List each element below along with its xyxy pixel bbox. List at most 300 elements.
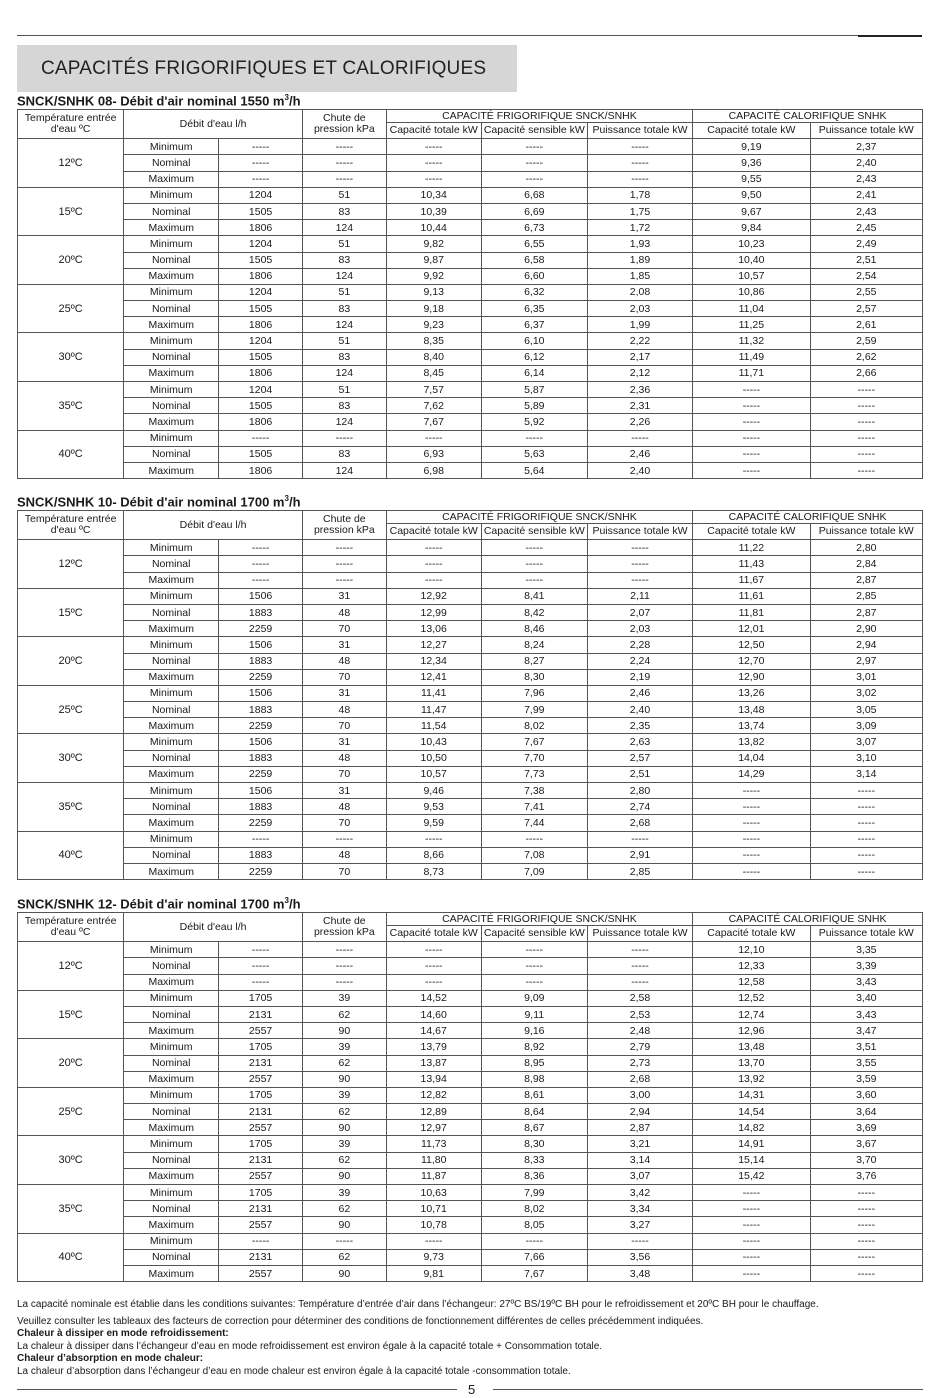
header-debit: Débit d'eau l/h <box>124 110 303 139</box>
table-cell: 3,69 <box>810 1120 922 1136</box>
table-cell: 10,71 <box>386 1201 481 1217</box>
table-cell: 51 <box>302 187 386 203</box>
table-cell: 2259 <box>219 766 303 782</box>
table-cell: Minimum <box>124 1233 219 1249</box>
header-frigorifique: CAPACITÉ FRIGORIFIQUE SNCK/SNHK <box>386 511 692 524</box>
header-calorifique: CAPACITÉ CALORIFIQUE SNHK <box>693 511 923 524</box>
table-row <box>18 171 923 187</box>
table-cell: 10,50 <box>386 750 481 766</box>
table-row <box>18 588 923 604</box>
table-cell: 2,91 <box>587 847 692 863</box>
table-cell: 31 <box>302 637 386 653</box>
table-cell: 70 <box>302 863 386 879</box>
table-cell: 2,85 <box>810 588 922 604</box>
table-row <box>18 1217 923 1233</box>
table-row <box>18 301 923 317</box>
table-cell: Nominal <box>124 1104 219 1120</box>
table-cell: ----- <box>219 1233 303 1249</box>
table-cell: ----- <box>693 430 810 446</box>
table-row <box>18 139 923 155</box>
table-cell: 2,46 <box>587 446 692 462</box>
section-title <box>17 896 301 911</box>
table-cell: Maximum <box>124 766 219 782</box>
table-cell: 13,48 <box>693 1039 810 1055</box>
table-row <box>18 942 923 958</box>
table-cell: 8,61 <box>481 1087 587 1103</box>
table-cell: 13,79 <box>386 1039 481 1055</box>
header-debit: Débit d'eau l/h <box>124 913 303 942</box>
table-cell: ----- <box>302 540 386 556</box>
table-cell: 31 <box>302 685 386 701</box>
table-cell: 2,58 <box>587 990 692 1006</box>
table-cell: 2,26 <box>587 414 692 430</box>
table-cell: ----- <box>302 974 386 990</box>
table-cell: 12,01 <box>693 621 810 637</box>
table-cell: 70 <box>302 766 386 782</box>
table-cell: 11,49 <box>693 349 810 365</box>
footnote-heading-cooling: Chaleur à dissiper en mode refroidissement: <box>17 1328 229 1339</box>
table-cell: ----- <box>481 430 587 446</box>
header-puissance-totale: Puissance totale kW <box>587 123 692 139</box>
table-row <box>18 1006 923 1022</box>
table-cell: 13,74 <box>693 718 810 734</box>
table-cell: 7,44 <box>481 815 587 831</box>
table-cell: 11,47 <box>386 702 481 718</box>
table-cell: ----- <box>386 171 481 187</box>
header-temperature: Température entrée d'eau ºC <box>18 511 124 540</box>
table-cell: 1506 <box>219 734 303 750</box>
table-cell: ----- <box>693 831 810 847</box>
section-title <box>17 93 301 108</box>
temperature-cell: 20ºC <box>18 236 124 285</box>
table-cell: Minimum <box>124 284 219 300</box>
table-cell: 1806 <box>219 268 303 284</box>
table-cell: Minimum <box>124 540 219 556</box>
table-cell: 1204 <box>219 284 303 300</box>
table-cell: 83 <box>302 203 386 219</box>
table-cell: 1883 <box>219 653 303 669</box>
table-cell: 10,57 <box>693 268 810 284</box>
table-cell: 2,43 <box>810 171 922 187</box>
table-row <box>18 1265 923 1281</box>
table-cell: 2,53 <box>587 1006 692 1022</box>
table-cell: ----- <box>302 958 386 974</box>
table-cell: Maximum <box>124 1120 219 1136</box>
table-cell: Minimum <box>124 236 219 252</box>
table-cell: 2,08 <box>587 284 692 300</box>
table-cell: 9,23 <box>386 317 481 333</box>
table-cell: ----- <box>693 1201 810 1217</box>
table-row <box>18 446 923 462</box>
table-cell: 90 <box>302 1168 386 1184</box>
table-cell: 12,97 <box>386 1120 481 1136</box>
table-cell: 6,69 <box>481 203 587 219</box>
table-cell: 1505 <box>219 349 303 365</box>
page-number: 5 <box>468 1382 476 1397</box>
capacity-table <box>17 510 923 880</box>
table-cell: 6,35 <box>481 301 587 317</box>
table-row <box>18 766 923 782</box>
table-cell: ----- <box>810 1185 922 1201</box>
footnote-correction-factors: Veuillez consulter les tableaux des facteurs de correction pour déterminer des conditions de fonctionnement différentes de celles précédemment indiquées. <box>17 1315 704 1327</box>
table-cell: ----- <box>810 430 922 446</box>
table-cell: 2,24 <box>587 653 692 669</box>
table-cell: ----- <box>587 155 692 171</box>
table-cell: Nominal <box>124 1152 219 1168</box>
table-cell: 2,51 <box>587 766 692 782</box>
table-cell: ----- <box>810 414 922 430</box>
table-cell: 3,43 <box>810 974 922 990</box>
header-frigorifique: CAPACITÉ FRIGORIFIQUE SNCK/SNHK <box>386 913 692 926</box>
table-cell: 2131 <box>219 1006 303 1022</box>
table-cell: 12,33 <box>693 958 810 974</box>
table-cell: 11,71 <box>693 365 810 381</box>
table-cell: 124 <box>302 268 386 284</box>
table-cell: 2131 <box>219 1201 303 1217</box>
table-cell: 3,55 <box>810 1055 922 1071</box>
table-cell: 9,73 <box>386 1249 481 1265</box>
table-cell: 8,92 <box>481 1039 587 1055</box>
table-cell: 10,86 <box>693 284 810 300</box>
table-cell: 39 <box>302 1136 386 1152</box>
table-cell: 2,94 <box>587 1104 692 1120</box>
header-chute: Chute de pression kPa <box>302 110 386 139</box>
header-cal-puissance-totale: Puissance totale kW <box>810 926 922 942</box>
table-cell: ----- <box>693 382 810 398</box>
table-cell: 12,41 <box>386 669 481 685</box>
table-cell: 8,30 <box>481 669 587 685</box>
table-row <box>18 863 923 879</box>
table-row <box>18 414 923 430</box>
header-puissance-totale: Puissance totale kW <box>587 926 692 942</box>
table-cell: 62 <box>302 1201 386 1217</box>
table-cell: 1204 <box>219 333 303 349</box>
table-cell: 2,57 <box>810 301 922 317</box>
table-cell: ----- <box>302 572 386 588</box>
table-cell: ----- <box>693 1233 810 1249</box>
table-cell: Minimum <box>124 139 219 155</box>
table-cell: 2,97 <box>810 653 922 669</box>
table-cell: Minimum <box>124 1039 219 1055</box>
table-cell: 3,00 <box>587 1087 692 1103</box>
temperature-cell: 15ºC <box>18 588 124 637</box>
table-cell: ----- <box>693 1185 810 1201</box>
table-cell: 7,41 <box>481 799 587 815</box>
table-cell: 3,56 <box>587 1249 692 1265</box>
header-temperature: Température entrée d'eau ºC <box>18 913 124 942</box>
table-cell: 14,52 <box>386 990 481 1006</box>
table-cell: 15,42 <box>693 1168 810 1184</box>
table-cell: Maximum <box>124 171 219 187</box>
section-title-text: SNCK/SNHK 12- Débit d'air nominal 1700 m <box>17 896 285 912</box>
table-cell: 6,58 <box>481 252 587 268</box>
table-cell: 6,55 <box>481 236 587 252</box>
table-cell: 11,61 <box>693 588 810 604</box>
table-cell: Maximum <box>124 462 219 478</box>
table-cell: 12,92 <box>386 588 481 604</box>
table-cell: Maximum <box>124 1071 219 1087</box>
table-cell: 6,32 <box>481 284 587 300</box>
table-cell: 39 <box>302 1087 386 1103</box>
table-cell: 12,50 <box>693 637 810 653</box>
table-cell: 1505 <box>219 446 303 462</box>
table-cell: 6,14 <box>481 365 587 381</box>
table-cell: 13,82 <box>693 734 810 750</box>
header-cap-totale: Capacité totale kW <box>386 926 481 942</box>
table-cell: 48 <box>302 653 386 669</box>
table-cell: 2131 <box>219 1249 303 1265</box>
table-cell: ----- <box>587 831 692 847</box>
section-title <box>17 494 301 509</box>
table-cell: 1505 <box>219 301 303 317</box>
table-cell: ----- <box>219 171 303 187</box>
table-cell: 9,87 <box>386 252 481 268</box>
table-cell: 2,87 <box>810 572 922 588</box>
table-cell: 7,67 <box>481 1265 587 1281</box>
table-cell: 3,42 <box>587 1185 692 1201</box>
table-cell: 124 <box>302 317 386 333</box>
table-cell: 1505 <box>219 398 303 414</box>
table-cell: ----- <box>693 863 810 879</box>
header-cal-puissance-totale: Puissance totale kW <box>810 524 922 540</box>
table-cell: 1806 <box>219 365 303 381</box>
temperature-cell: 40ºC <box>18 1233 124 1282</box>
table-cell: 11,25 <box>693 317 810 333</box>
table-cell: 6,98 <box>386 462 481 478</box>
table-cell: Maximum <box>124 718 219 734</box>
table-cell: ----- <box>587 540 692 556</box>
table-cell: 62 <box>302 1006 386 1022</box>
table-cell: 9,16 <box>481 1023 587 1039</box>
bottom-rule-right <box>493 1389 923 1390</box>
table-cell: ----- <box>481 1233 587 1249</box>
table-cell: 83 <box>302 446 386 462</box>
table-cell: ----- <box>302 942 386 958</box>
table-cell: Minimum <box>124 588 219 604</box>
temperature-cell: 40ºC <box>18 831 124 880</box>
table-cell: 62 <box>302 1249 386 1265</box>
table-cell: 2259 <box>219 669 303 685</box>
table-cell: 10,40 <box>693 252 810 268</box>
table-cell: Minimum <box>124 637 219 653</box>
table-cell: 2,22 <box>587 333 692 349</box>
table-row <box>18 669 923 685</box>
table-cell: Minimum <box>124 734 219 750</box>
temperature-cell: 15ºC <box>18 990 124 1039</box>
table-cell: ----- <box>587 974 692 990</box>
table-cell: 8,30 <box>481 1136 587 1152</box>
table-cell: 1,75 <box>587 203 692 219</box>
header-temperature: Température entrée d'eau ºC <box>18 110 124 139</box>
table-cell: 1705 <box>219 1087 303 1103</box>
table-cell: ----- <box>810 462 922 478</box>
table-cell: 11,04 <box>693 301 810 317</box>
table-cell: 2,19 <box>587 669 692 685</box>
table-cell: Nominal <box>124 203 219 219</box>
table-cell: Maximum <box>124 1265 219 1281</box>
temperature-cell: 35ºC <box>18 1185 124 1234</box>
table-cell: 70 <box>302 621 386 637</box>
table-cell: ----- <box>810 1233 922 1249</box>
table-cell: ----- <box>386 556 481 572</box>
table-cell: ----- <box>810 398 922 414</box>
table-cell: 2,80 <box>810 540 922 556</box>
table-cell: 7,73 <box>481 766 587 782</box>
table-cell: ----- <box>386 155 481 171</box>
footnote-nominal-conditions: La capacité nominale est établie dans les conditions suivantes: Température d’entrée d’air dans l’échangeur: 27ºC BS/19ºC BH pour le refroidissement et 20ºC BH pour le chauffage. <box>17 1299 819 1310</box>
table-cell: 9,13 <box>386 284 481 300</box>
table-cell: 3,27 <box>587 1217 692 1233</box>
table-cell: Maximum <box>124 1168 219 1184</box>
table-cell: 2,45 <box>810 220 922 236</box>
table-cell: ----- <box>810 863 922 879</box>
section-title-suffix: /h <box>288 93 301 109</box>
header-puissance-totale: Puissance totale kW <box>587 524 692 540</box>
table-cell: ----- <box>386 1233 481 1249</box>
table-cell: 8,46 <box>481 621 587 637</box>
table-row <box>18 236 923 252</box>
table-cell: 51 <box>302 284 386 300</box>
table-cell: Nominal <box>124 799 219 815</box>
table-cell: Minimum <box>124 783 219 799</box>
table-cell: ----- <box>481 540 587 556</box>
table-row <box>18 1185 923 1201</box>
table-row <box>18 637 923 653</box>
temperature-cell: 35ºC <box>18 783 124 832</box>
table-cell: 5,87 <box>481 382 587 398</box>
temperature-cell: 25ºC <box>18 685 124 734</box>
header-debit: Débit d'eau l/h <box>124 511 303 540</box>
table-cell: 83 <box>302 301 386 317</box>
table-cell: Nominal <box>124 155 219 171</box>
table-row <box>18 1087 923 1103</box>
table-cell: Minimum <box>124 1185 219 1201</box>
table-cell: 7,70 <box>481 750 587 766</box>
table-cell: 13,87 <box>386 1055 481 1071</box>
table-cell: Nominal <box>124 398 219 414</box>
table-cell: ----- <box>587 958 692 974</box>
table-cell: 2557 <box>219 1265 303 1281</box>
table-cell: 1806 <box>219 462 303 478</box>
table-cell: 9,81 <box>386 1265 481 1281</box>
table-row <box>18 333 923 349</box>
table-row <box>18 1233 923 1249</box>
table-row <box>18 284 923 300</box>
table-cell: 3,39 <box>810 958 922 974</box>
table-cell: 1204 <box>219 382 303 398</box>
temperature-cell: 12ºC <box>18 540 124 589</box>
table-cell: 2,57 <box>587 750 692 766</box>
capacity-table <box>17 912 923 1282</box>
table-cell: Maximum <box>124 669 219 685</box>
table-cell: Nominal <box>124 847 219 863</box>
header-chute: Chute de pression kPa <box>302 913 386 942</box>
table-cell: 8,95 <box>481 1055 587 1071</box>
table-cell: 83 <box>302 349 386 365</box>
table-cell: 62 <box>302 1104 386 1120</box>
footnote-cooling-text: La chaleur à dissiper dans l’échangeur d’eau en mode refroidissement est environ égale à la capacité totale + Consommation totale. <box>17 1340 603 1352</box>
table-cell: ----- <box>810 831 922 847</box>
header-cal-cap-totale: Capacité totale kW <box>693 524 810 540</box>
section-title-text: SNCK/SNHK 08- Débit d'air nominal 1550 m <box>17 93 285 109</box>
table-cell: 3,76 <box>810 1168 922 1184</box>
table-row <box>18 799 923 815</box>
table-cell: Maximum <box>124 220 219 236</box>
table-cell: 8,67 <box>481 1120 587 1136</box>
table-cell: 6,73 <box>481 220 587 236</box>
table-cell: 62 <box>302 1055 386 1071</box>
section-title-sup: 3 <box>284 93 289 102</box>
table-cell: 9,46 <box>386 783 481 799</box>
table-cell: 11,41 <box>386 685 481 701</box>
header-cap-sensible: Capacité sensible kW <box>481 524 587 540</box>
temperature-cell: 30ºC <box>18 1136 124 1185</box>
table-row <box>18 398 923 414</box>
table-cell: 12,74 <box>693 1006 810 1022</box>
table-cell: Nominal <box>124 1006 219 1022</box>
table-cell: 83 <box>302 252 386 268</box>
table-cell: 8,98 <box>481 1071 587 1087</box>
table-cell: 5,64 <box>481 462 587 478</box>
temperature-cell: 25ºC <box>18 284 124 333</box>
table-cell: 1506 <box>219 685 303 701</box>
table-cell: ----- <box>693 414 810 430</box>
table-cell: 7,38 <box>481 783 587 799</box>
table-cell: 90 <box>302 1071 386 1087</box>
table-cell: 2557 <box>219 1168 303 1184</box>
table-cell: ----- <box>693 815 810 831</box>
table-cell: Minimum <box>124 685 219 701</box>
table-cell: ----- <box>693 847 810 863</box>
table-row <box>18 268 923 284</box>
table-cell: 1705 <box>219 1185 303 1201</box>
table-cell: 31 <box>302 734 386 750</box>
table-cell: ----- <box>481 171 587 187</box>
table-cell: ----- <box>810 1265 922 1281</box>
table-cell: ----- <box>386 958 481 974</box>
table-cell: 2,66 <box>810 365 922 381</box>
table-cell: ----- <box>481 942 587 958</box>
table-cell: 3,43 <box>810 1006 922 1022</box>
table-cell: 2,90 <box>810 621 922 637</box>
table-cell: 2,68 <box>587 1071 692 1087</box>
table-cell: 8,42 <box>481 604 587 620</box>
section-title-text: SNCK/SNHK 10- Débit d'air nominal 1700 m <box>17 494 285 510</box>
temperature-cell: 20ºC <box>18 637 124 686</box>
table-row <box>18 203 923 219</box>
table-cell: ----- <box>481 831 587 847</box>
table-cell: 2,74 <box>587 799 692 815</box>
table-cell: 8,35 <box>386 333 481 349</box>
temperature-cell: 25ºC <box>18 1087 124 1136</box>
table-cell: 2,51 <box>810 252 922 268</box>
table-cell: ----- <box>386 139 481 155</box>
table-cell: ----- <box>219 942 303 958</box>
table-cell: 90 <box>302 1023 386 1039</box>
table-cell: ----- <box>481 974 587 990</box>
table-cell: 1705 <box>219 1136 303 1152</box>
table-cell: 2,12 <box>587 365 692 381</box>
table-row <box>18 1055 923 1071</box>
temperature-cell: 30ºC <box>18 333 124 382</box>
table-cell: Maximum <box>124 317 219 333</box>
table-cell: 70 <box>302 669 386 685</box>
table-cell: 8,02 <box>481 718 587 734</box>
table-cell: Maximum <box>124 572 219 588</box>
table-cell: ----- <box>481 572 587 588</box>
table-cell: 1883 <box>219 799 303 815</box>
table-cell: ----- <box>587 942 692 958</box>
